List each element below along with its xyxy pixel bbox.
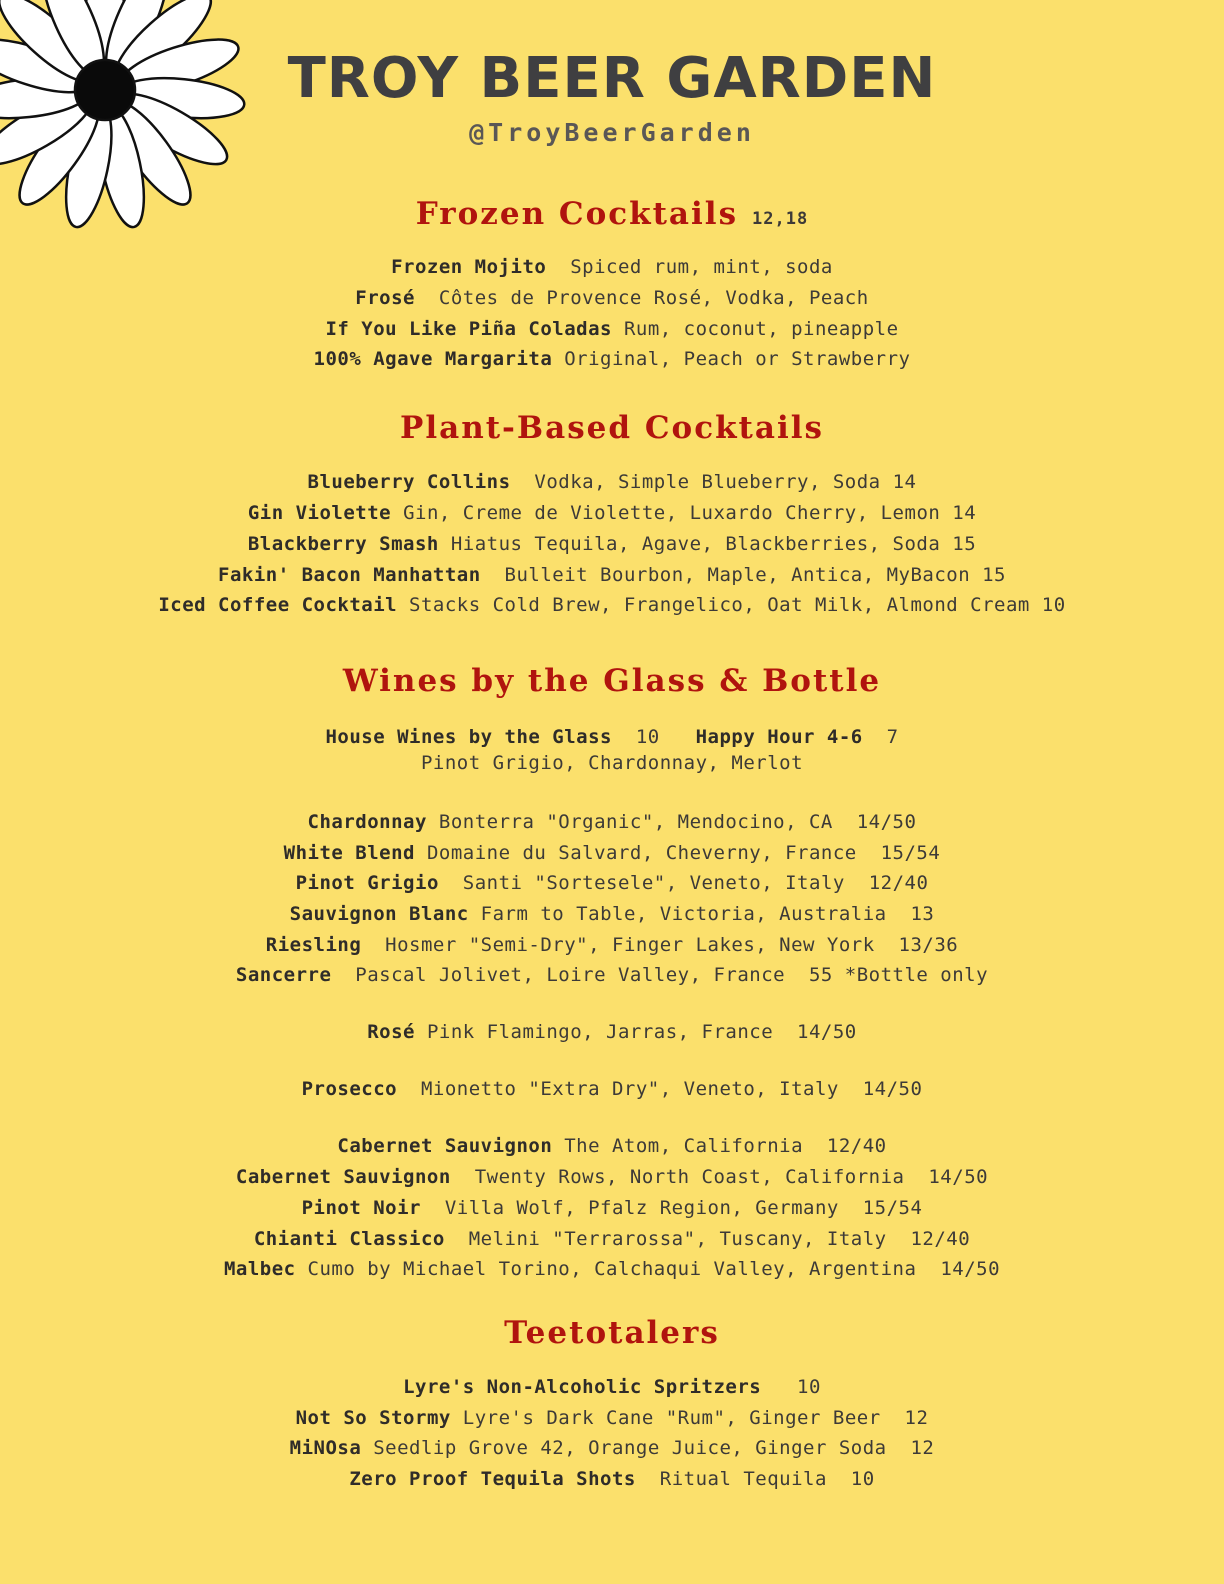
house-varietals: Pinot Grigio, Chardonnay, Merlot: [420, 752, 804, 774]
house-wine-line: House Wines by the Glass 10 Happy Hour 4-6 7: [325, 726, 899, 748]
menu-item: Zero Proof Tequila Shots Ritual Tequila 10: [349, 1468, 875, 1490]
menu-item: Frozen Mojito Spiced rum, mint, soda: [391, 256, 833, 278]
social-handle: @TroyBeerGarden: [469, 118, 755, 147]
menu-item: Malbec Cumo by Michael Torino, Calchaqui Valley, Argentina 14/50: [223, 1258, 1001, 1280]
menu-item: Lyre's Non-Alcoholic Spritzers 10: [403, 1376, 821, 1398]
menu-item: Iced Coffee Cocktail Stacks Cold Brew, Frangelico, Oat Milk, Almond Cream 10: [158, 594, 1066, 616]
menu-item: Chianti Classico Melini "Terrarossa", Tuscany, Italy 12/40: [253, 1228, 971, 1250]
menu-item: Rosé Pink Flamingo, Jarras, France 14/50: [367, 1021, 857, 1043]
menu-item: If You Like Piña Coladas Rum, coconut, pineapple: [325, 318, 899, 340]
menu-item: Pinot Grigio Santi "Sortesele", Veneto, Italy 12/40: [295, 872, 929, 894]
menu-item: Fakin' Bacon Manhattan Bulleit Bourbon, Maple, Antica, MyBacon 15: [218, 564, 1006, 586]
menu-item: Blueberry Collins Vodka, Simple Blueberry, Soda 14: [307, 471, 917, 493]
menu-item: Gin Violette Gin, Creme de Violette, Luxardo Cherry, Lemon 14: [247, 502, 977, 524]
menu-item: Chardonnay Bonterra "Organic", Mendocino, CA 14/50: [307, 811, 917, 833]
section-heading-plant: Plant-Based Cocktails: [400, 410, 824, 446]
menu-item: Not So Stormy Lyre's Dark Cane "Rum", Ginger Beer 12: [295, 1407, 929, 1429]
menu-item: Pinot Noir Villa Wolf, Pfalz Region, Germany 15/54: [301, 1197, 923, 1219]
section-heading-teetotalers: Teetotalers: [504, 1315, 720, 1351]
section-heading-frozen: Frozen Cocktails 12,18: [415, 196, 809, 232]
menu-item: Cabernet Sauvignon Twenty Rows, North Coast, California 14/50: [235, 1166, 989, 1188]
section-heading-wines: Wines by the Glass & Bottle: [342, 663, 882, 699]
menu-item: 100% Agave Margarita Original, Peach or Strawberry: [313, 348, 911, 370]
menu-item: Sancerre Pascal Jolivet, Loire Valley, France 55 *Bottle only: [235, 964, 989, 986]
menu-item: Blackberry Smash Hiatus Tequila, Agave, Blackberries, Soda 15: [247, 533, 977, 555]
menu-item: Cabernet Sauvignon The Atom, California 12/40: [337, 1135, 887, 1157]
menu-item: Frosé Côtes de Provence Rosé, Vodka, Peach: [355, 287, 869, 309]
section-price: 12,18: [752, 209, 809, 229]
menu-item: Sauvignon Blanc Farm to Table, Victoria, Australia 13: [289, 903, 935, 925]
menu-item: White Blend Domaine du Salvard, Cheverny, France 15/54: [283, 842, 941, 864]
page-title: TROY BEER GARDEN: [287, 46, 937, 111]
menu-item: Riesling Hosmer "Semi-Dry", Finger Lakes, New York 13/36: [265, 934, 959, 956]
menu-item: MiNOsa Seedlip Grove 42, Orange Juice, Ginger Soda 12: [289, 1437, 935, 1459]
menu-item: Prosecco Mionetto "Extra Dry", Veneto, Italy 14/50: [301, 1078, 923, 1100]
